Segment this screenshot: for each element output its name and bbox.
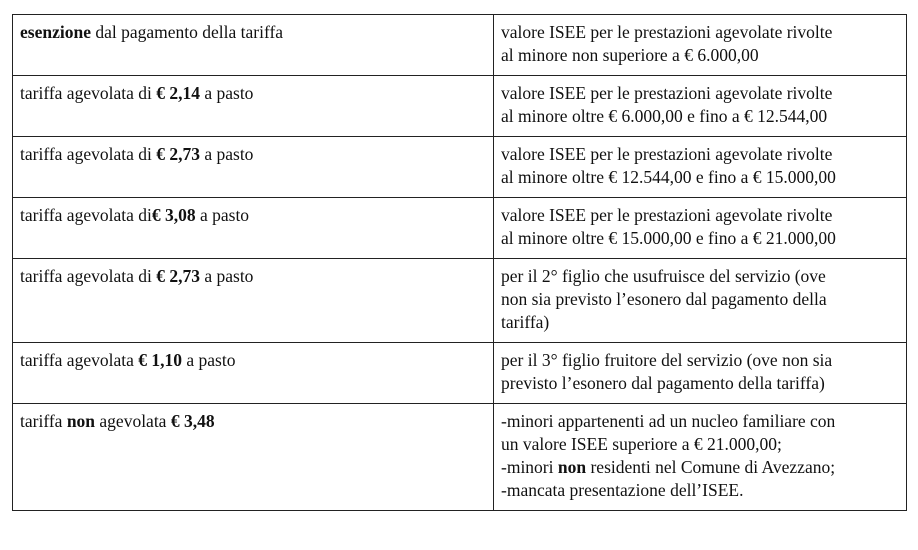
- table-row: [13, 404, 907, 511]
- condition-line: al minore oltre € 12.544,00 e fino a € 15.000,00: [501, 167, 836, 187]
- condition-cell: [494, 404, 907, 511]
- tariff-text-bold: esenzione: [20, 22, 91, 42]
- tariff-cell: [13, 259, 494, 343]
- condition-line: previsto l’esonero dal pagamento della tariffa): [501, 373, 825, 393]
- tariff-cell: [13, 404, 494, 511]
- tariff-amount: € 3,48: [170, 411, 215, 431]
- table-row: [13, 259, 907, 343]
- condition-line: un valore ISEE superiore a € 21.000,00;: [501, 434, 782, 454]
- condition-line: per il 3° figlio fruitore del servizio (ove non sia: [501, 350, 833, 370]
- tariff-text: a pasto: [199, 266, 254, 286]
- tariff-cell: [13, 343, 494, 404]
- tariff-text: a pasto: [181, 350, 236, 370]
- tariff-text: a pasto: [195, 205, 250, 225]
- table-row: [13, 15, 907, 76]
- tariff-text: tariffa agevolata di: [20, 83, 157, 103]
- tariff-cell: [13, 198, 494, 259]
- table-row: [13, 198, 907, 259]
- condition-text-bold: non: [557, 457, 587, 477]
- condition-line: -minori appartenenti ad un nucleo familiare con: [501, 411, 836, 431]
- condition-line: al minore non superiore a € 6.000,00: [501, 45, 759, 65]
- tariff-amount: € 2,73: [156, 144, 200, 164]
- table-row: [13, 343, 907, 404]
- tariff-table-body: [13, 15, 907, 511]
- condition-line: -mancata presentazione dell’ISEE.: [501, 480, 744, 500]
- tariff-text-bold: non: [66, 411, 96, 431]
- tariff-cell: [13, 15, 494, 76]
- condition-line: non sia previsto l’esonero dal pagamento della: [501, 289, 827, 309]
- condition-cell: [494, 198, 907, 259]
- tariff-cell: [13, 76, 494, 137]
- condition-cell: [494, 343, 907, 404]
- tariff-text: agevolata: [95, 411, 171, 431]
- condition-line: valore ISEE per le prestazioni agevolate rivolte: [501, 83, 833, 103]
- tariff-cell: [13, 137, 494, 198]
- tariff-text: tariffa agevolata: [20, 350, 139, 370]
- tariff-text: tariffa agevolata di: [20, 205, 152, 225]
- condition-cell: [494, 15, 907, 76]
- condition-cell: [494, 76, 907, 137]
- condition-cell: [494, 259, 907, 343]
- condition-line: per il 2° figlio che usufruisce del servizio (ove: [501, 266, 826, 286]
- condition-line: valore ISEE per le prestazioni agevolate rivolte: [501, 205, 833, 225]
- condition-line: valore ISEE per le prestazioni agevolate rivolte: [501, 22, 833, 42]
- condition-text: residenti nel Comune di Avezzano;: [586, 457, 836, 477]
- condition-line: valore ISEE per le prestazioni agevolate rivolte: [501, 144, 833, 164]
- tariff-text: tariffa agevolata di: [20, 266, 157, 286]
- tariff-amount: € 3,08: [151, 205, 196, 225]
- tariff-amount: € 1,10: [138, 350, 182, 370]
- table-row: [13, 76, 907, 137]
- condition-line: al minore oltre € 6.000,00 e fino a € 12.544,00: [501, 106, 828, 126]
- tariff-amount: € 2,14: [156, 83, 200, 103]
- tariff-text: a pasto: [199, 144, 254, 164]
- table-row: [13, 137, 907, 198]
- condition-text: -minori: [501, 457, 558, 477]
- tariff-text: a pasto: [199, 83, 254, 103]
- condition-line: al minore oltre € 15.000,00 e fino a € 21.000,00: [501, 228, 836, 248]
- tariff-amount: € 2,73: [156, 266, 200, 286]
- condition-cell: [494, 137, 907, 198]
- tariff-text: dal pagamento della tariffa: [90, 22, 284, 42]
- condition-line: tariffa): [501, 312, 550, 332]
- tariff-table: [12, 14, 907, 511]
- tariff-text: tariffa: [20, 411, 67, 431]
- condition-line: [501, 456, 900, 479]
- tariff-text: tariffa agevolata di: [20, 144, 157, 164]
